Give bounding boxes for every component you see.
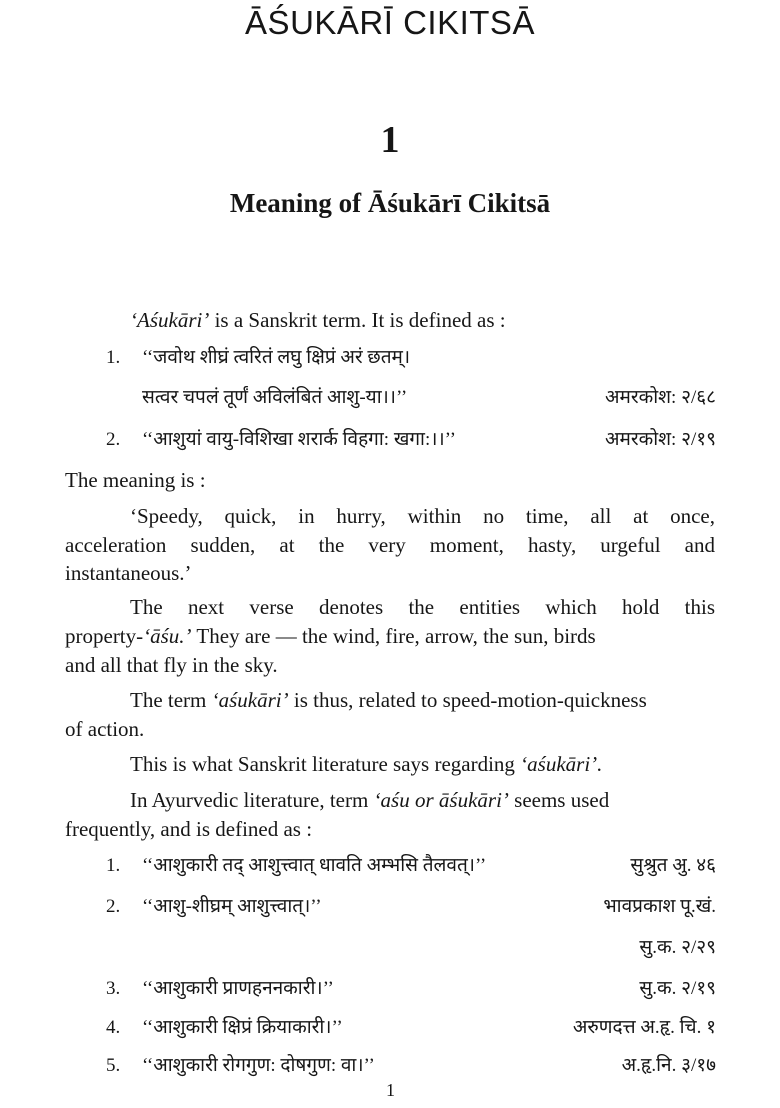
ayurveda-verse-4: 4. ‘‘आशुकारी क्षिप्रं क्रियाकारी।’’ अरुणदत्त अ.हृ. चि. १ [106,1014,716,1042]
paragraph-1-line: acceleration sudden, at the very moment, hasty, urgeful and [65,533,715,557]
verse-text: ‘‘आशुयां वायु-विशिखा शरार्क विहगा: खगा:।।’’ [142,429,456,450]
ayurveda-verse-3: 3. ‘‘आशुकारी प्राणहननकारी।’’ सु.क. २/१९ [106,975,716,1003]
ayurveda-verse-1: 1. ‘‘आशुकारी तद् आशुत्त्वात् धावति अम्भसि तैलवत्।’’ सुश्रुत अु. ४६ [106,852,716,880]
chapter-title: Meaning of Āśukārī Cikitsā [229,188,551,218]
verse-1-line-2 [106,384,716,412]
ayurveda-verse-5: 5. ‘‘आशुकारी रोगगुण: दोषगुण: वा।’’ अ.हृ.नि. ३/१७ [106,1052,716,1080]
paragraph-5-line: frequently, and is defined as : [65,817,313,841]
chapter-number: 1 [380,119,400,161]
verse-reference: अमरकोश: २/१९ [604,429,716,450]
intro-text: is a Sanskrit term. It is defined as : [209,308,506,332]
paragraph-1-line: instantaneous.’ [65,561,192,585]
verse-1-line-1 [106,344,716,372]
verse-reference: सु.क. २/१९ [639,978,716,999]
verse-reference: अरुणदत्त अ.हृ. चि. १ [572,1017,716,1038]
verse-text: सत्वर चपलं तूर्णं अविलंबितं आशु-या।।’’ [142,387,408,408]
term: ‘Aśukāri’ [130,308,210,332]
meaning-label: The meaning is : [65,468,206,492]
paragraph-4: This is what Sanskrit literature says regarding ‘aśukāri’. [130,752,603,776]
verse-reference: सुश्रुत अु. ४६ [630,855,716,876]
paragraph-3-line: of action. [65,717,145,741]
running-title: ĀŚUKĀRĪ CIKITSĀ [245,4,535,41]
verse-reference: अ.हृ.नि. ३/१७ [621,1055,716,1076]
paragraph-3-line: The term ‘aśukāri’ is thus, related to speed-motion-quickness [130,688,647,712]
page-number: 1 [386,1080,395,1100]
paragraph-1-line: ‘Speedy, quick, in hurry, within no time, all at once, [130,504,715,528]
verse-number: 2. [106,429,121,450]
verse-reference: भावप्रकाश पू.खं. [603,896,716,917]
paragraph-2-line: The next verse denotes the entities which hold this [130,595,715,619]
verse-2 [106,426,716,454]
verse-number: 1. [106,347,121,368]
verse-reference: सु.क. २/२९ [639,937,716,958]
verse-text: ‘‘जवोथ शीघ्रं त्वरितं लघु क्षिप्रं अरं छतम्। [142,347,411,368]
verse-reference: अमरकोश: २/६८ [604,387,716,408]
paragraph-2-line: property-‘āśu.’ They are — the wind, fire, arrow, the sun, birds [65,624,596,648]
ayurveda-verse-2: 2. ‘‘आशु-शीघ्रम् आशुत्त्वात्।’’ भावप्रकाश पू.खं. [106,893,716,921]
paragraph-2-line: and all that fly in the sky. [65,653,278,677]
intro-line [130,306,715,334]
paragraph-5-line: In Ayurvedic literature, term ‘aśu or āśukāri’ seems used [130,788,610,812]
